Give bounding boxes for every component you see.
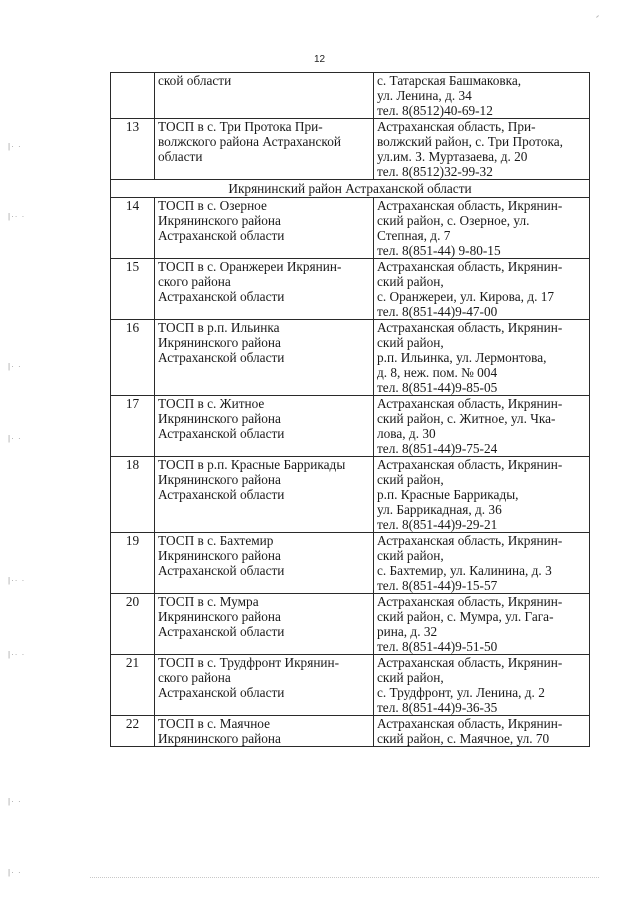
office-name-line: Икрянинского района — [158, 731, 281, 746]
row-number: 19 — [111, 533, 155, 594]
office-address-line: тел. 8(851-44)9-36-35 — [377, 700, 498, 715]
table-row — [111, 119, 590, 180]
office-name-line: ТОСП в с. Мумра — [158, 594, 259, 609]
office-name-line: ТОСП в с. Оранжереи Икрянин- — [158, 259, 342, 274]
office-address-line: тел. 8(851-44)9-47-00 — [377, 304, 498, 319]
office-name-cell — [155, 198, 374, 259]
office-name-line: Астраханской области — [158, 563, 285, 578]
office-address-line: Астраханская область, Икрянин- — [377, 594, 563, 609]
table-row — [111, 259, 590, 320]
office-name-line: Астраханской области — [158, 350, 285, 365]
table-row — [111, 716, 590, 747]
office-name-line: Икрянинского района — [158, 213, 281, 228]
office-address-cell — [374, 198, 590, 259]
office-name-cell — [155, 457, 374, 533]
office-address-line: Степная, д. 7 — [377, 228, 451, 243]
row-number: 16 — [111, 320, 155, 396]
office-address-line: ский район, — [377, 274, 444, 289]
table-row — [111, 73, 590, 119]
table-row — [111, 320, 590, 396]
office-name-line: ТОСП в с. Трудфронт Икрянин- — [158, 655, 340, 670]
office-address-cell — [374, 396, 590, 457]
office-name-line: Астраханской области — [158, 487, 285, 502]
office-address-cell — [374, 533, 590, 594]
margin-mark: |· · — [8, 434, 22, 443]
office-address-line: тел. 8(851-44)9-29-21 — [377, 517, 498, 532]
office-address-line: р.п. Ильинка, ул. Лермонтова, — [377, 350, 547, 365]
office-address-cell — [374, 655, 590, 716]
office-address-line: тел. 8(851-44) 9-80-15 — [377, 243, 501, 258]
table-row — [111, 396, 590, 457]
office-address-line: тел. 8(851-44)9-75-24 — [377, 441, 498, 456]
row-number: 20 — [111, 594, 155, 655]
margin-mark: |· · — [8, 868, 22, 877]
office-name-line: ТОСП в с. Озерное — [158, 198, 267, 213]
table-row — [111, 594, 590, 655]
office-name-line: Астраханской области — [158, 289, 285, 304]
office-address-line: рина, д. 32 — [377, 624, 438, 639]
office-name-line: Икрянинского района — [158, 548, 281, 563]
office-address-line: ский район, — [377, 472, 444, 487]
row-number: 13 — [111, 119, 155, 180]
office-name-line: Икрянинского района — [158, 609, 281, 624]
office-name-line: Икрянинского района — [158, 335, 281, 350]
office-name-line: ТОСП в с. Житное — [158, 396, 265, 411]
margin-mark: |·· · — [8, 650, 26, 659]
office-address-line: с. Оранжереи, ул. Кирова, д. 17 — [377, 289, 555, 304]
office-name-line: области — [158, 149, 203, 164]
office-address-line: ский район, с. Маячное, ул. 70 — [377, 731, 550, 746]
office-address-line: волжский район, с. Три Протока, — [377, 134, 563, 149]
row-number — [111, 73, 155, 119]
office-address-line: тел. 8(8512)32-99-32 — [377, 164, 493, 179]
office-address-cell — [374, 320, 590, 396]
row-number: 22 — [111, 716, 155, 747]
office-address-line: ский район, с. Озерное, ул. — [377, 213, 530, 228]
office-address-line: Астраханская область, При- — [377, 119, 536, 134]
margin-mark: |·· · — [8, 576, 26, 585]
row-number: 17 — [111, 396, 155, 457]
office-name-cell — [155, 320, 374, 396]
office-address-cell — [374, 457, 590, 533]
office-address-line: тел. 8(851-44)9-51-50 — [377, 639, 498, 654]
office-address-line: ский район, с. Житное, ул. Чка- — [377, 411, 556, 426]
office-address-line: лова, д. 30 — [377, 426, 436, 441]
office-address-line: ул. Ленина, д. 34 — [377, 88, 472, 103]
margin-mark: |· · — [8, 797, 22, 806]
office-name-line: ТОСП в с. Три Протока При- — [158, 119, 323, 134]
office-address-cell — [374, 73, 590, 119]
office-address-cell — [374, 259, 590, 320]
office-address-line: Астраханская область, Икрянин- — [377, 716, 563, 731]
table-row — [111, 655, 590, 716]
office-address-line: Астраханская область, Икрянин- — [377, 259, 563, 274]
section-title: Икрянинский район Астраханской области — [111, 180, 590, 198]
office-address-line: с. Бахтемир, ул. Калинина, д. 3 — [377, 563, 552, 578]
office-name-line: Астраханской области — [158, 426, 285, 441]
office-name-line: Астраханской области — [158, 685, 285, 700]
office-name-cell — [155, 396, 374, 457]
margin-mark: |· · — [8, 142, 22, 151]
office-address-line: Астраханская область, Икрянин- — [377, 198, 563, 213]
office-address-line: тел. 8(851-44)9-85-05 — [377, 380, 498, 395]
office-address-line: ский район, — [377, 670, 444, 685]
scan-speck — [596, 15, 599, 18]
row-number: 21 — [111, 655, 155, 716]
office-address-line: Астраханская область, Икрянин- — [377, 655, 563, 670]
office-name-cell — [155, 259, 374, 320]
page-number: 12 — [313, 54, 326, 65]
office-address-cell — [374, 594, 590, 655]
office-name-line: ТОСП в р.п. Красные Баррикады — [158, 457, 346, 472]
office-address-line: Астраханская область, Икрянин- — [377, 396, 563, 411]
office-name-cell — [155, 119, 374, 180]
margin-marks — [8, 0, 28, 905]
office-address-line: д. 8, неж. пом. № 004 — [377, 365, 498, 380]
office-name-line: ского района — [158, 274, 231, 289]
office-name-cell — [155, 533, 374, 594]
office-name-line: Астраханской области — [158, 228, 285, 243]
tosp-address-table — [110, 72, 590, 747]
office-address-line: тел. 8(851-44)9-15-57 — [377, 578, 498, 593]
office-address-line: ский район, — [377, 335, 444, 350]
office-address-line: тел. 8(8512)40-69-12 — [377, 103, 493, 118]
table-row — [111, 457, 590, 533]
office-address-line: ул.им. З. Муртазаева, д. 20 — [377, 149, 528, 164]
office-name-cell — [155, 716, 374, 747]
office-address-line: р.п. Красные Баррикады, — [377, 487, 519, 502]
office-name-line: Икрянинского района — [158, 411, 281, 426]
office-address-line: Астраханская область, Икрянин- — [377, 457, 563, 472]
office-address-line: ский район, — [377, 548, 444, 563]
office-name-cell — [155, 73, 374, 119]
margin-mark: |·· · — [8, 212, 26, 221]
office-name-cell — [155, 594, 374, 655]
office-address-line: Астраханская область, Икрянин- — [377, 320, 563, 335]
office-address-line: ул. Баррикадная, д. 36 — [377, 502, 502, 517]
office-address-line: с. Татарская Башмаковка, — [377, 73, 522, 88]
office-name-line: Астраханской области — [158, 624, 285, 639]
section-row — [111, 180, 590, 198]
office-name-line: ТОСП в р.п. Ильинка — [158, 320, 280, 335]
office-name-line: ТОСП в с. Маячное — [158, 716, 271, 731]
office-name-line: ской области — [158, 73, 232, 88]
office-name-line: ТОСП в с. Бахтемир — [158, 533, 274, 548]
margin-mark: |· · — [8, 362, 22, 371]
office-address-line: с. Трудфронт, ул. Ленина, д. 2 — [377, 685, 545, 700]
office-address-cell — [374, 716, 590, 747]
office-name-line: Икрянинского района — [158, 472, 281, 487]
office-address-line: ский район, с. Мумра, ул. Гага- — [377, 609, 554, 624]
row-number: 14 — [111, 198, 155, 259]
table-row — [111, 533, 590, 594]
office-address-line: Астраханская область, Икрянин- — [377, 533, 563, 548]
row-number: 15 — [111, 259, 155, 320]
row-number: 18 — [111, 457, 155, 533]
table-row — [111, 198, 590, 259]
scan-edge-line — [90, 877, 599, 878]
office-address-cell — [374, 119, 590, 180]
office-name-line: ского района — [158, 670, 231, 685]
office-name-cell — [155, 655, 374, 716]
office-name-line: волжского района Астраханской — [158, 134, 341, 149]
